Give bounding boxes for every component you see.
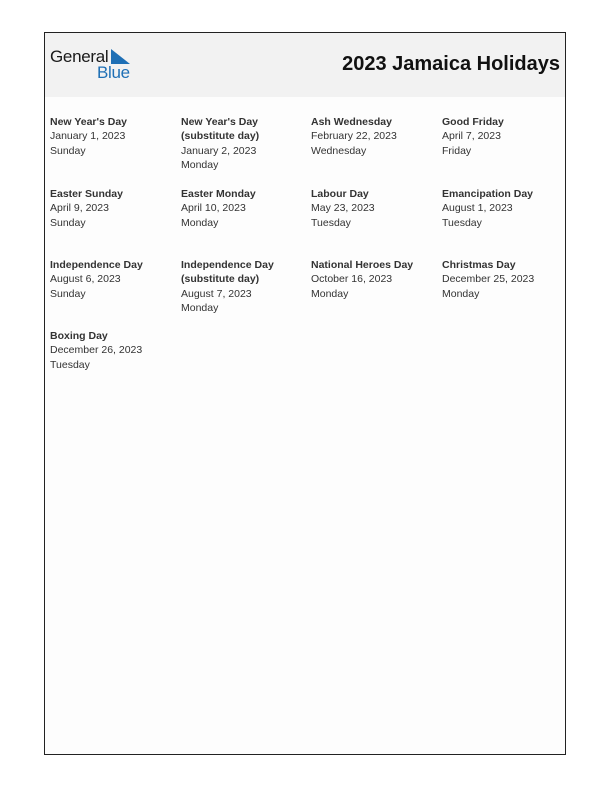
logo-text-general: General: [50, 47, 109, 66]
holiday-name: Easter Sunday: [50, 188, 123, 200]
holiday-weekday: Tuesday: [50, 358, 90, 371]
holiday-date: May 23, 2023: [311, 202, 375, 215]
calendar-page: [44, 32, 566, 755]
holiday-weekday: Monday: [311, 287, 349, 300]
holiday-date: February 22, 2023: [311, 130, 397, 143]
holiday-weekday: Sunday: [50, 144, 86, 157]
holiday-date: October 16, 2023: [311, 273, 393, 286]
holiday-item: [50, 329, 175, 372]
holiday-date: December 25, 2023: [442, 273, 535, 286]
holiday-date: April 7, 2023: [442, 130, 501, 143]
holiday-weekday: Monday: [181, 216, 219, 229]
holiday-name: Christmas Day: [442, 259, 516, 271]
holiday-weekday: Sunday: [50, 287, 86, 300]
holiday-date: August 6, 2023: [50, 273, 121, 286]
holiday-item: [181, 115, 306, 172]
holiday-name: New Year's Day (substitute day): [181, 116, 260, 143]
holiday-name: Labour Day: [311, 188, 369, 200]
page-header: [45, 33, 565, 97]
logo-text-blue: Blue: [97, 63, 130, 82]
holiday-name: Emancipation Day: [442, 188, 534, 200]
holiday-weekday: Sunday: [50, 216, 86, 229]
holiday-name: Easter Monday: [181, 188, 256, 200]
holiday-item: [442, 187, 567, 230]
holiday-weekday: Friday: [442, 144, 472, 157]
holiday-item: [181, 187, 306, 230]
holiday-item: [311, 187, 436, 230]
holiday-name: Good Friday: [442, 116, 504, 128]
holiday-date: December 26, 2023: [50, 344, 143, 357]
holiday-date: April 9, 2023: [50, 202, 109, 215]
generalblue-logo: [50, 47, 140, 87]
holiday-item: [50, 187, 175, 230]
holiday-item: [50, 115, 175, 158]
holiday-date: January 1, 2023: [50, 130, 126, 143]
holiday-item: [311, 258, 436, 301]
holiday-weekday: Tuesday: [442, 216, 482, 229]
holiday-date: August 7, 2023: [181, 287, 252, 300]
holiday-weekday: Monday: [442, 287, 480, 300]
holiday-weekday: Monday: [181, 301, 219, 314]
holiday-date: January 2, 2023: [181, 144, 257, 157]
holiday-weekday: Monday: [181, 158, 219, 171]
holiday-item: [181, 258, 306, 315]
logo-triangle-icon: [111, 49, 130, 64]
holiday-weekday: Tuesday: [311, 216, 351, 229]
holiday-name: Ash Wednesday: [311, 116, 392, 128]
holiday-date: August 1, 2023: [442, 202, 513, 215]
holiday-name: National Heroes Day: [311, 259, 414, 271]
holiday-item: [442, 258, 567, 301]
holiday-date: April 10, 2023: [181, 202, 246, 215]
holiday-item: [311, 115, 436, 158]
holiday-item: [442, 115, 567, 158]
holiday-weekday: Wednesday: [311, 144, 367, 157]
holiday-name: Independence Day: [50, 259, 143, 271]
holiday-name: Boxing Day: [50, 330, 108, 342]
holiday-name: New Year's Day: [50, 116, 128, 128]
holiday-name: Independence Day (substitute day): [181, 259, 274, 286]
page-title: 2023 Jamaica Holidays: [342, 53, 560, 75]
holiday-item: [50, 258, 175, 301]
